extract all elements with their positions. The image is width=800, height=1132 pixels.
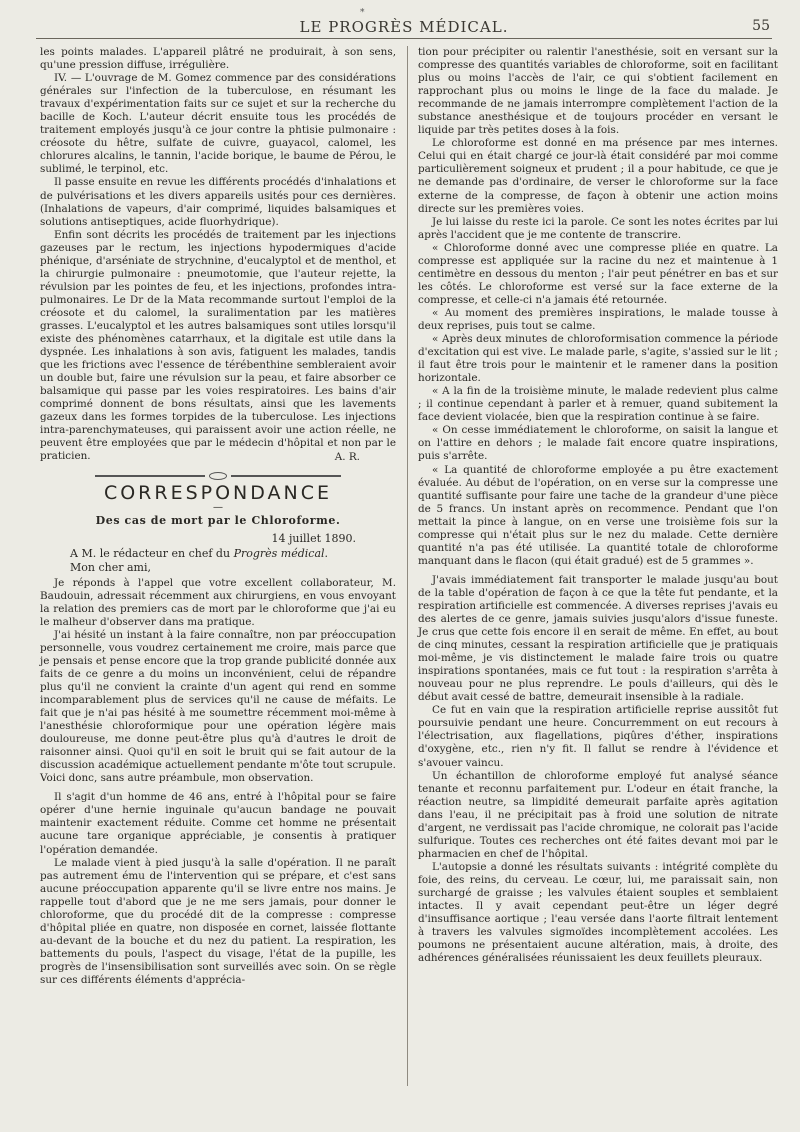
page-number: 55 <box>752 18 770 34</box>
paragraph: Je réponds à l'appel que votre excellent collaborateur, M. Baudouin, adressait récemment aux chirurgiens, en vous envoyant la relation des premiers cas de mort par le chloroforme que j'ai eu le malheur d'observer dans ma pratique. <box>40 576 396 628</box>
letter-address: A M. le rédacteur en chef du Progrès médical. <box>70 546 329 560</box>
paragraph: Le chloroforme est donné en ma présence par mes internes. Celui qui en était chargé ce jour-là était considéré par moi comme particulièrement soigneux et prudent ; il a pour habitude, ce que je ne demande pas d'ordinaire, de verser le chloroforme sur la face externe de la compresse, de façon à obtenir une action moins directe sur les premières voies. <box>418 137 778 215</box>
paragraph: « Au moment des premières inspirations, le malade tousse à deux reprises, puis tout se calme. <box>418 306 778 332</box>
paragraph: Il s'agit d'un homme de 46 ans, entré à l'hôpital pour se faire opérer d'une hernie inguinale qu'aucun bandage ne pouvait maintenir exactement réduite. Comme cet homme ne présentait aucune tare organique appréciable, je consentis à pratiquer l'opération demandée. <box>40 791 396 856</box>
paragraph: IV. — L'ouvrage de M. Gomez commence par des considérations générales sur l'infection de la tuberculose, en résumant les travaux d'expérimentation faits sur ce sujet et sur la recherche du bacille de Koch. L'auteur décrit ensuite tous les procédés de traitement employés jusqu'à ce jour contre la phtisie pulmonaire : créosote du hêtre, sulfate de cuivre, guayacol, calomel, les chlorures alcalins, le tannin, l'acide borique, le baume de Pérou, le sublimé, le terpinol, etc. <box>40 72 396 176</box>
paragraph: « On cesse immédiatement le chloroforme, on saisit la langue et on l'attire en dehors ; le malade fait encore quatre inspirations, puis s'arrête. <box>418 424 778 463</box>
paragraph: Il passe ensuite en revue les différents procédés d'inhalations et de pulvérisations et les divers appareils usités pour ces dernières. (Inhalations de vapeurs, d'air comprimé, liquides balsamiques et solutions antiseptiques, acide fluorhydrique). <box>40 176 396 228</box>
left-column <box>40 46 396 987</box>
page-header <box>36 8 772 44</box>
signature: A. R. <box>334 450 360 463</box>
paragraph: Le malade vient à pied jusqu'à la salle d'opération. Il ne paraît pas autrement ému de l'intervention qui se prépare, et c'est sans aucune préoccupation apparente qu'il se livre entre nos mains. Je rappelle tout d'abord que je ne me sers jamais, pour donner le chloroforme, que du procédé dit de la compresse : compresse d'hôpital pliée en quatre, non disposée en cornet, laissée flottante au-devant de la bouche et du nez du patient. La respiration, les battements du pouls, l'aspect du visage, l'état de la pupille, les progrès de l'insensibilisation sont surveillés avec soin. On se règle sur ces différents éléments d'apprécia- <box>40 856 396 986</box>
paragraph: Enfin sont décrits les procédés de traitement par les injections gazeuses par le rectum, les injections hypodermiques d'acide phénique, d'arséniate de strychnine, d'eucalyptol et de menthol, et la chirurgie pulmonaire : pneumotomie, que l'auteur rejette, la révulsion par les pointes de feu, et les injections, profondes intra-pulmonaires. Le Dr de la Mata recommande surtout l'emploi de la créosote et du calomel, la suralimentation par les matières grasses. L'eucalyptol et les autres balsamiques sont utiles lorsqu'il existe des phénomènes catarrhaux, et la digitale est utile dans la dyspnée. Les inhalations à son avis, fatiguent les malades, tandis que les frictions avec l'essence de térébenthine sembleraient avoir un double but, faire une révulsion sur la peau, et faire absorber ce balsamique qui passe par les voies respiratoires. Les bains d'air comprimé donnent de bons résultats, ainsi que les lavements gazeux dans les formes torpides de la tuberculose. Les injections intra-parenchymateuses, qui paraissent avoir une action réelle, ne peuvent être employées que par le médecin d'hôpital et non par le praticien. <box>40 228 396 463</box>
paragraph: « Chloroforme donné avec une compresse pliée en quatre. La compresse est appliquée sur la racine du nez et maintenue à 1 centimètre en dessous du menton ; l'air peut pénétrer en bas et sur les côtés. Le chloroforme est versé sur la face externe de la compresse, et celle-ci n'a jamais été retournée. <box>418 241 778 306</box>
paragraph: Je lui laisse du reste ici la parole. Ce sont les notes écrites par lui après l'accident que je me contente de transcrire. <box>418 215 778 241</box>
article-subtitle: Des cas de mort par le Chloroforme. <box>95 513 341 527</box>
paragraph: les points malades. L'appareil plâtré ne produirait, à son sens, qu'une pression diffuse, irrégulière. <box>40 46 396 72</box>
paragraph: « A la fin de la troisième minute, le malade redevient plus calme ; il continue cependant à parler et à remuer, quand subitement la face devient violacée, bien que la respiration continue à se faire. <box>418 385 778 424</box>
paragraph: tion pour précipiter ou ralentir l'anesthésie, soit en versant sur la compresse des quantités variables de chloroforme, soit en facilitant plus ou moins l'accès de l'air, ce qui s'obtient facilement en rapprochant plus ou moins le linge de la face du malade. Je recommande de ne jamais interrompre complètement l'action de la substance anesthésique et de toujours procéder en versant le liquide par très petites doses à la fois. <box>418 46 778 137</box>
section-title: CORRESPONDANCE <box>103 481 333 504</box>
paragraph: « Après deux minutes de chloroformisation commence la période d'excitation qui est vive. Le malade parle, s'agite, s'assied sur le lit ; il faut être trois pour le maintenir et le ramener dans la position horizontale. <box>418 333 778 385</box>
column-divider <box>407 46 408 1086</box>
paragraph: Ce fut en vain que la respiration artificielle reprise aussitôt fut poursuivie pendant une heure. Concurremment on eut recours à l'électrisation, aux flagellations, piqûres d'éther, inspirations d'oxygène, etc., rien n'y fit. Il fallut se rendre à l'évidence et s'avouer vaincu. <box>418 704 778 769</box>
journal-name: Progrès médical <box>233 546 325 560</box>
letter-date: 14 juillet 1890. <box>271 531 356 545</box>
paragraph: Un échantillon de chloroforme employé fut analysé séance tenante et reconnu parfaitement pur. L'odeur en était franche, la réaction neutre, sa limpidité demeurait parfaite après agitation dans l'eau, il ne précipitait pas à froid une solution de nitrate d'argent, ne verdissait pas l'acide chromique, ne colorait pas l'acide sulfurique. Toutes ces recherches ont été faites devant moi par le pharmacien en chef de l'hôpital. <box>418 769 778 860</box>
paragraph: J'avais immédiatement fait transporter le malade jusqu'au bout de la table d'opération de façon à ce que la tête fut pendante, et la respiration artificielle est commencée. A diverses reprises j'avais eu des alertes de ce genre, jamais suivies jusqu'alors d'issue funeste. Je crus que cette fois encore il en serait de même. En effet, au bout de cinq minutes, cessant la respiration artificielle que je pratiquais moi-même, je vis distinctement le malade faire trois ou quatre inspirations spontanées, mais ce fut tout : la respiration s'arrêta à nouveau pour ne plus reprendre. Le pouls d'ailleurs, qui dès le début avait cessé de battre, demeurait insensible à la radiale. <box>418 573 778 704</box>
paragraph: J'ai hésité un instant à la faire connaître, non par préoccupation personnelle, vous voudrez certainement me croire, mais parce que je pensais et pense encore que la trop grande publicité donnée aux faits de ce genre a du moins un inconvénient, celui de répandre plus qu'il ne convient la crainte d'un agent qui rend en somme incomparablement plus de services qu'il ne cause de méfaits. Le fait que je n'ai pas hésité à me soumettre récemment moi-même à l'anesthésie chloroformique pour une opération légère mais douloureuse, me donne peut-être plus qu'à d'autres le droit de raisonner ainsi. Quoi qu'il en soit le bruit qui se fait autour de la discussion académique actuellement pendante m'ôte tout scrupule. Voici donc, sans autre préambule, mon observation. <box>40 628 396 785</box>
header-star: * <box>360 8 365 18</box>
running-title: LE PROGRÈS MÉDICAL. <box>299 18 509 36</box>
paragraph: L'autopsie a donné les résultats suivants : intégrité complète du foie, des reins, du cerveau. Le cœur, lui, me paraissait sain, non surchargé de graisse ; les valvules étaient souples et semblaient intactes. Il y avait cependant peut-être un léger degré d'insuffisance aortique ; l'eau versée dans l'aorte filtrait lentement à travers les valvules sigmoïdes incomplètement accolées. Les poumons ne présentaient aucune altération, mais, à droite, des adhérences généralisées réunissaient les deux feuillets pleuraux. <box>418 860 778 965</box>
header-rule <box>36 38 772 39</box>
paragraph: « La quantité de chloroforme employée a pu être exactement évaluée. Au début de l'opération, on en verse sur la compresse une quantité suffisante pour faire une tache de la grandeur d'une pièce de 5 francs. Un instant après on recommence. Pendant que l'on mettait la pince à langue, on en verse une troisième fois sur la compresse qui n'était plus sur le nez du malade. Cette dernière quantité n'a pas été utilisée. La quantité totale de chloroforme manquant dans le flacon (qui était gradué) est de 5 grammes ». <box>418 463 778 567</box>
right-column <box>418 46 778 965</box>
title-dash: — <box>213 501 223 513</box>
letter-greeting: Mon cher ami, <box>70 560 151 574</box>
section-ornament <box>40 470 396 476</box>
